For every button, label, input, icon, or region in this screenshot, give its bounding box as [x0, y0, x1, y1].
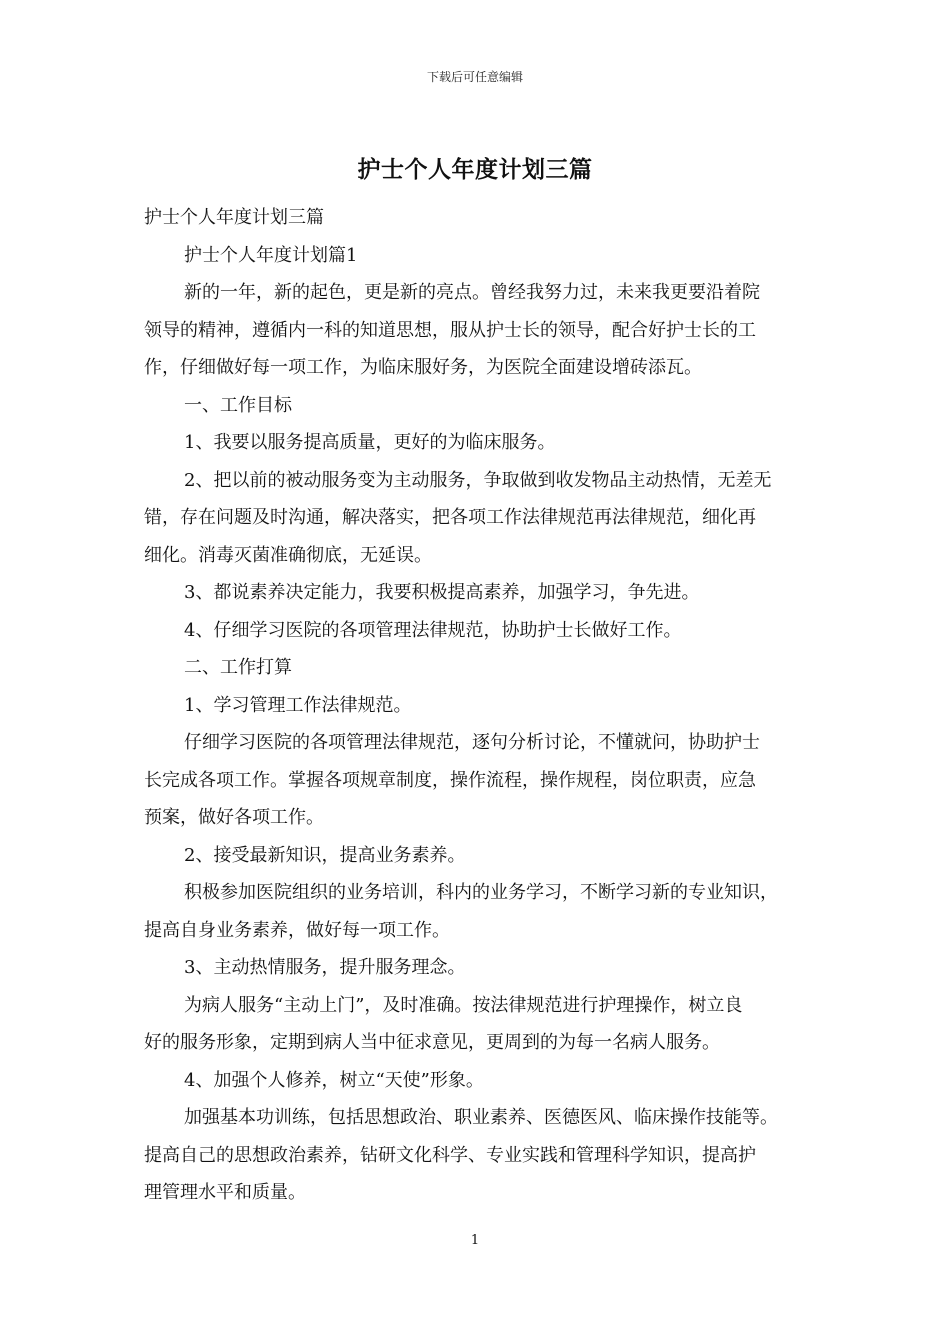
body-line: 二、工作打算 — [184, 657, 292, 678]
body-line: 仔细学习医院的各项管理法律规范，逐句分析讨论，不懂就问，协助护士 — [184, 732, 760, 753]
body-line: 护士个人年度计划三篇 — [144, 207, 324, 228]
body-line: 一、工作目标 — [184, 394, 292, 416]
body-line: 提高自己的思想政治素养，钻研文化科学、专业实践和管理科学知识，提高护 — [144, 1144, 756, 1166]
body-line: 理管理水平和质量。 — [144, 1182, 306, 1203]
body-line: 长完成各项工作。掌握各项规章制度，操作流程，操作规程，岗位职责，应急 — [144, 769, 756, 791]
body-line: 错，存在问题及时沟通，解决落实，把各项工作法律规范再法律规范，细化再 — [144, 507, 756, 528]
body-line: 细化。消毒灭菌准确彻底，无延误。 — [144, 544, 432, 566]
body-line: 积极参加医院组织的业务培训，科内的业务学习，不断学习新的专业知识， — [184, 882, 778, 903]
body-line: 作，仔细做好每一项工作，为临床服好务，为医院全面建设增砖添瓦。 — [144, 357, 702, 378]
document-body — [144, 199, 804, 1212]
body-line: 领导的精神，遵循内一科的知道思想，服从护士长的领导，配合好护士长的工 — [144, 319, 756, 341]
body-line: 好的服务形象，定期到病人当中征求意见，更周到的为每一名病人服务。 — [144, 1032, 720, 1053]
body-line: 为病人服务“主动上门”，及时准确。按法律规范进行护理操作，树立良 — [184, 994, 743, 1016]
body-line: 提高自身业务素养，做好每一项工作。 — [144, 919, 450, 941]
body-line: 3、主动热情服务，提升服务理念。 — [184, 957, 466, 978]
body-line: 4、加强个人修养，树立“天使”形象。 — [184, 1069, 484, 1091]
body-line: 4、仔细学习医院的各项管理法律规范，协助护士长做好工作。 — [184, 619, 682, 641]
body-line: 2、把以前的被动服务变为主动服务，争取做到收发物品主动热情，无差无 — [184, 469, 772, 491]
document-title: 护士个人年度计划三篇 — [357, 156, 593, 183]
body-line: 1、我要以服务提高质量，更好的为临床服务。 — [184, 432, 556, 453]
body-line: 加强基本功训练，包括思想政治、职业素养、医德医风、临床操作技能等。 — [184, 1107, 778, 1128]
body-line: 3、都说素养决定能力，我要积极提高素养，加强学习，争先进。 — [184, 582, 700, 603]
body-line: 护士个人年度计划篇1 — [184, 244, 358, 266]
body-line: 预案，做好各项工作。 — [144, 807, 324, 828]
page-number: 1 — [470, 1233, 480, 1248]
body-line: 1、学习管理工作法律规范。 — [184, 694, 412, 716]
body-line: 新的一年，新的起色，更是新的亮点。曾经我努力过，未来我更要沿着院 — [184, 282, 760, 303]
header-note: 下载后可任意编辑 — [426, 70, 523, 84]
body-line: 2、接受最新知识，提高业务素养。 — [184, 844, 466, 866]
